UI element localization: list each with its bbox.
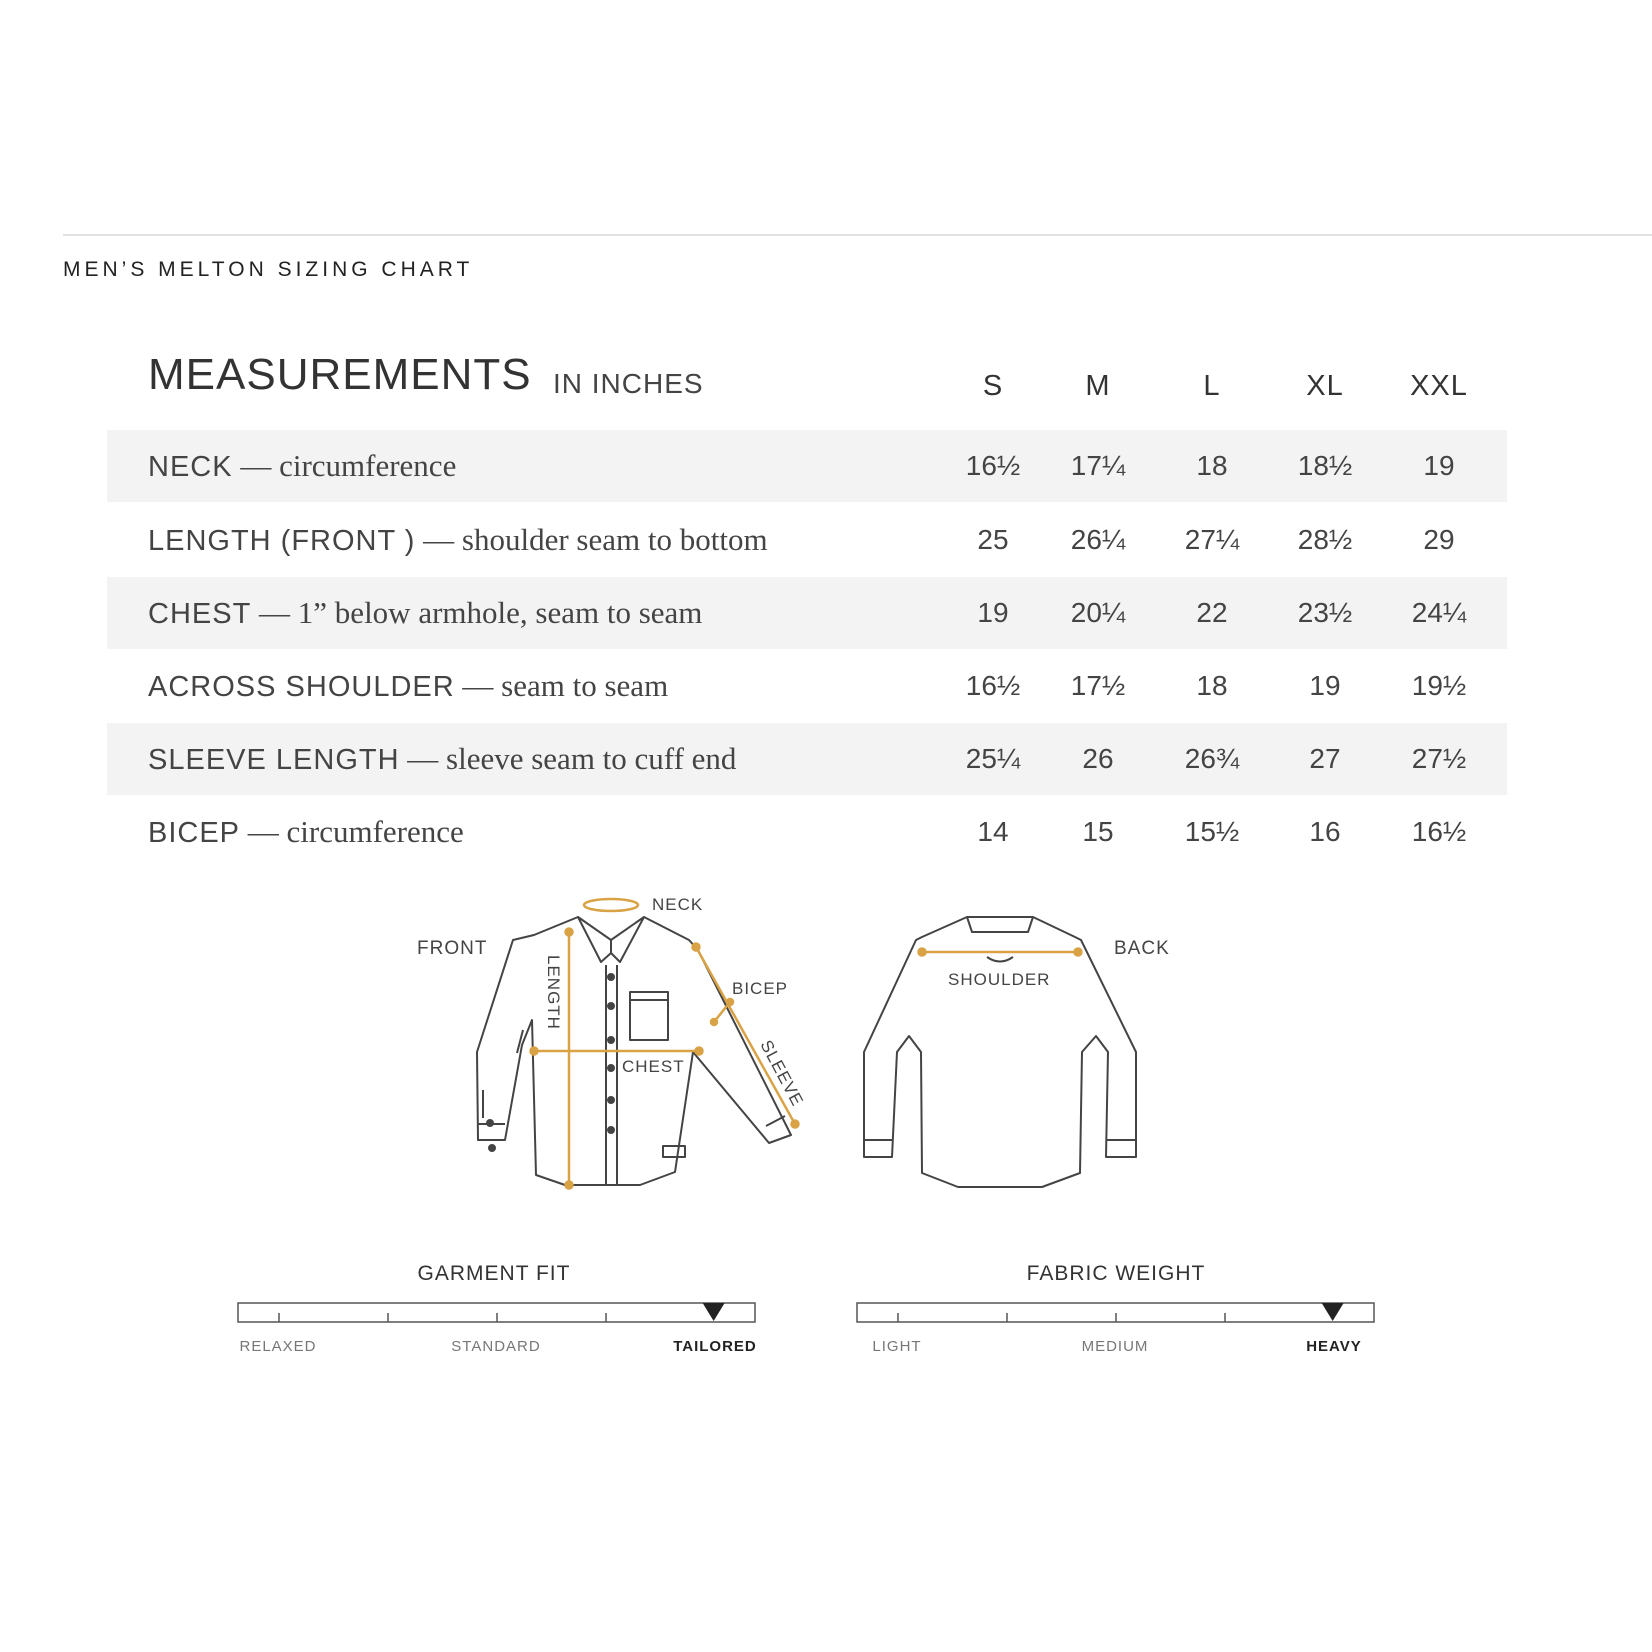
table-cell: 15: [1082, 816, 1114, 847]
size-header-m: M: [1085, 370, 1111, 402]
row-description: circumference: [279, 448, 457, 483]
back-label: BACK: [1114, 938, 1170, 959]
row-description: sleeve seam to cuff end: [446, 741, 737, 776]
row-description: 1” below armhole, seam to seam: [297, 595, 703, 630]
sleeve-callout: SLEEVE: [756, 1036, 808, 1110]
page-title: MEN’S MELTON SIZING CHART: [63, 258, 474, 281]
fabric-weight-label-medium: MEDIUM: [1081, 1338, 1149, 1355]
fabric-weight-label-heavy: HEAVY: [1306, 1338, 1362, 1355]
table-subheading: IN INCHES: [553, 368, 704, 399]
bicep-callout: BICEP: [732, 979, 789, 998]
row-measurement-name: BICEP: [148, 817, 241, 849]
table-cell: 20¼: [1070, 597, 1126, 628]
table-cell: 25¼: [965, 743, 1021, 774]
row-measurement-name: ACROSS SHOULDER: [148, 671, 455, 703]
garment-fit-label-relaxed: RELAXED: [239, 1338, 317, 1355]
garment-fit-label-tailored: TAILORED: [673, 1338, 757, 1355]
chest-callout: CHEST: [622, 1057, 685, 1076]
garment-fit-label-standard: STANDARD: [451, 1338, 541, 1355]
garment-fit-title: GARMENT FIT: [417, 1262, 571, 1285]
front-label: FRONT: [417, 938, 488, 959]
table-cell: 17¼: [1070, 450, 1126, 481]
garment-fit-marker: [703, 1303, 725, 1321]
fabric-weight-label-light: LIGHT: [872, 1338, 922, 1355]
row-separator: —: [415, 522, 462, 557]
table-cell: 14: [977, 816, 1009, 847]
table-cell: 22: [1196, 597, 1228, 628]
table-cell: 17½: [1070, 670, 1126, 701]
row-measurement-name: LENGTH (FRONT ): [148, 525, 416, 557]
row-separator: —: [399, 741, 447, 776]
row-separator: —: [454, 668, 502, 703]
table-cell: 19½: [1411, 670, 1467, 701]
table-cell: 27: [1309, 743, 1341, 774]
table-cell: 23½: [1297, 597, 1353, 628]
row-separator: —: [232, 448, 280, 483]
row-measurement-name: CHEST: [148, 598, 252, 630]
table-cell: 26: [1082, 743, 1114, 774]
row-measurement-name: NECK: [148, 451, 233, 483]
table-cell: 16½: [965, 450, 1021, 481]
size-header-xl: XL: [1306, 370, 1344, 402]
row-description: circumference: [286, 814, 464, 849]
table-cell: 18: [1196, 450, 1228, 481]
table-cell: 19: [1423, 450, 1455, 481]
table-cell: 18½: [1297, 450, 1353, 481]
table-cell: 27½: [1411, 743, 1467, 774]
size-header-s: S: [982, 370, 1004, 402]
table-cell: 29: [1423, 524, 1455, 555]
table-cell: 15½: [1184, 816, 1240, 847]
row-description: seam to seam: [501, 668, 669, 703]
length-callout: LENGTH: [544, 955, 563, 1030]
table-cell: 27¼: [1184, 524, 1240, 555]
fabric-weight-marker: [1322, 1303, 1344, 1321]
table-cell: 19: [977, 597, 1009, 628]
size-header-l: L: [1203, 370, 1221, 402]
table-cell: 16½: [965, 670, 1021, 701]
table-cell: 26¾: [1184, 743, 1240, 774]
table-cell: 16: [1309, 816, 1341, 847]
row-separator: —: [240, 814, 287, 849]
table-cell: 26¼: [1070, 524, 1126, 555]
row-description: shoulder seam to bottom: [461, 522, 768, 557]
row-measurement-name: SLEEVE LENGTH: [148, 744, 400, 776]
shoulder-callout: SHOULDER: [948, 970, 1051, 989]
table-cell: 19: [1309, 670, 1341, 701]
table-cell: 28½: [1297, 524, 1353, 555]
table-cell: 18: [1196, 670, 1228, 701]
row-separator: —: [251, 595, 298, 630]
table-heading: MEASUREMENTS: [148, 350, 532, 399]
fabric-weight-title: FABRIC WEIGHT: [1026, 1262, 1206, 1285]
size-header-xxl: XXL: [1410, 370, 1468, 402]
table-cell: 24¼: [1411, 597, 1467, 628]
table-cell: 16½: [1411, 816, 1467, 847]
table-cell: 25: [977, 524, 1009, 555]
neck-callout: NECK: [652, 895, 704, 914]
